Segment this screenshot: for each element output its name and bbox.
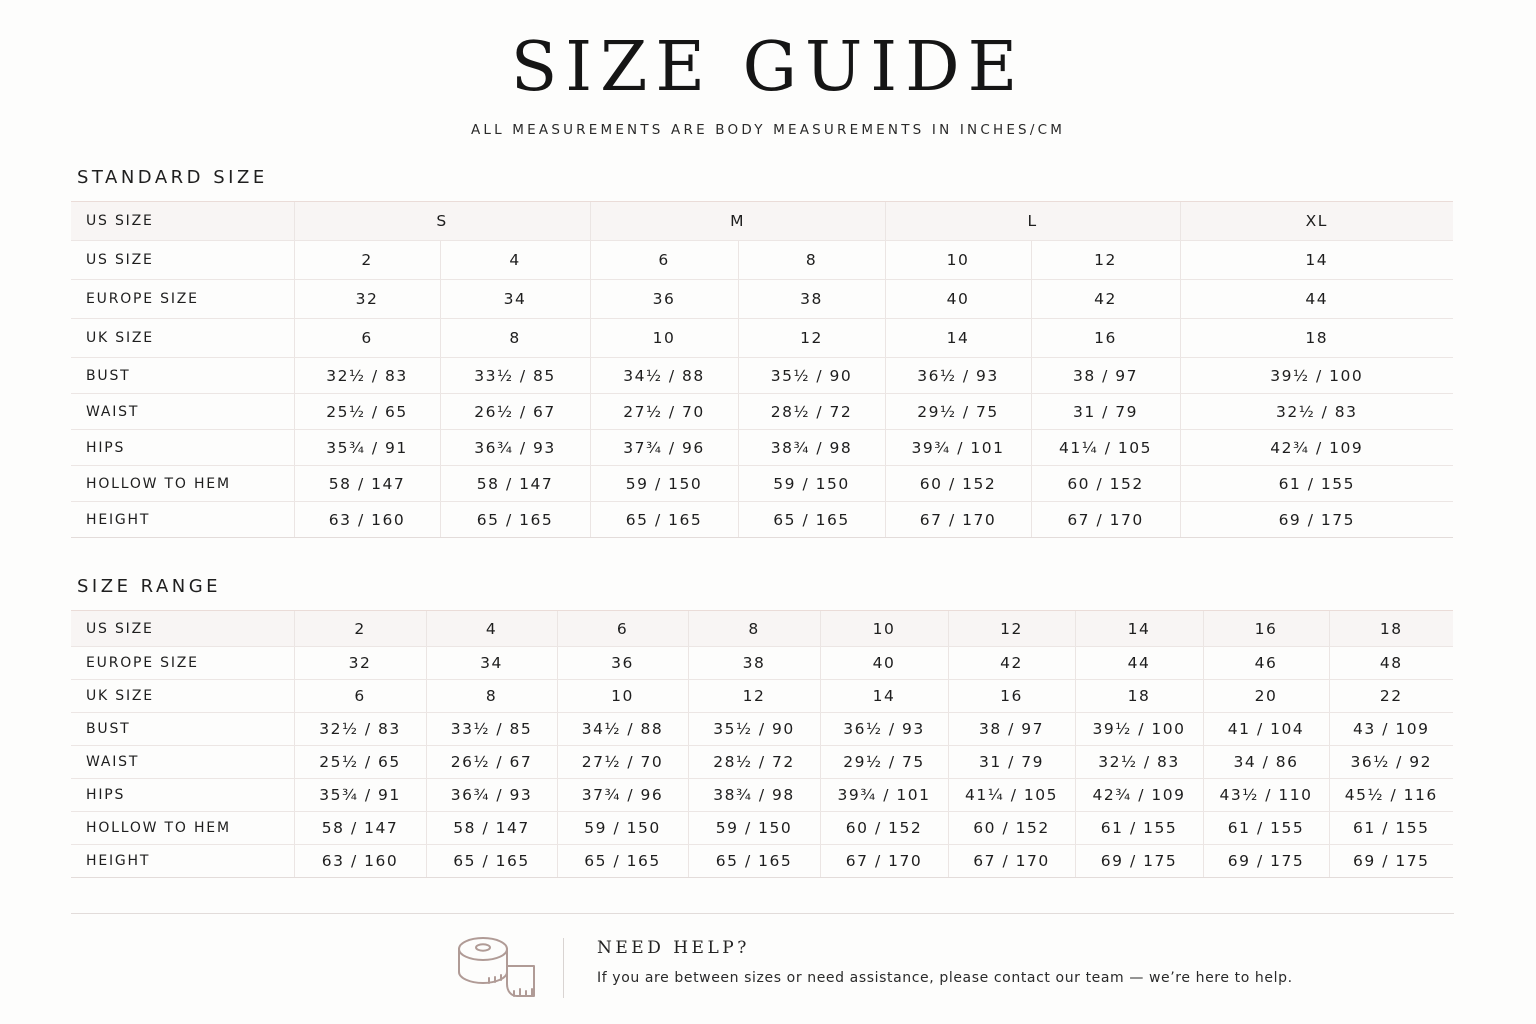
table-cell: 2: [294, 241, 440, 280]
table-cell: 59 / 150: [557, 812, 688, 845]
table-cell: 29½ / 75: [885, 394, 1031, 430]
table-cell: 16: [948, 680, 1075, 713]
table-row-waist: [71, 746, 1453, 779]
table-cell: 31 / 79: [1031, 394, 1180, 430]
table-cell: 10: [590, 319, 738, 358]
table-cell: 8: [426, 680, 557, 713]
table-cell: 12: [738, 319, 885, 358]
row-label: EUROPE SIZE: [71, 647, 294, 680]
table-cell: 34½ / 88: [590, 358, 738, 394]
table-row-hips: [71, 430, 1453, 466]
table-cell: 6: [557, 611, 688, 647]
row-label: HOLLOW TO HEM: [71, 466, 294, 502]
table-cell: 46: [1203, 647, 1329, 680]
page-title: SIZE GUIDE: [510, 28, 1026, 107]
row-label: HIPS: [71, 779, 294, 812]
help-text: If you are between sizes or need assistance, please contact our team — we’re here to help.: [597, 970, 1293, 986]
table-cell: 14: [885, 319, 1031, 358]
table-cell: 61 / 155: [1203, 812, 1329, 845]
size-group-m: M: [590, 202, 885, 241]
table-cell: 65 / 165: [590, 502, 738, 538]
row-label: HEIGHT: [71, 845, 294, 878]
table-cell: 28½ / 72: [688, 746, 820, 779]
table-cell: 38¾ / 98: [738, 430, 885, 466]
table-cell: 33½ / 85: [426, 713, 557, 746]
table-cell: 40: [885, 280, 1031, 319]
table-cell: 58 / 147: [426, 812, 557, 845]
table-cell: 35½ / 90: [738, 358, 885, 394]
table-cell: 2: [294, 611, 426, 647]
table-cell: 38 / 97: [948, 713, 1075, 746]
table-row-europe-size: [71, 280, 1453, 319]
table-cell: 60 / 152: [885, 466, 1031, 502]
table-cell: 34 / 86: [1203, 746, 1329, 779]
table-cell: 18: [1180, 319, 1453, 358]
standard-size-table: [71, 201, 1453, 538]
row-label: HOLLOW TO HEM: [71, 812, 294, 845]
footer-divider: [71, 913, 1454, 914]
table-cell: 32: [294, 647, 426, 680]
table-row-bust: [71, 713, 1453, 746]
table-cell: 36½ / 93: [820, 713, 948, 746]
table-cell: 32: [294, 280, 440, 319]
table-cell: 59 / 150: [590, 466, 738, 502]
table-cell: 42¾ / 109: [1075, 779, 1203, 812]
table-cell: 43 / 109: [1329, 713, 1453, 746]
row-label: EUROPE SIZE: [71, 280, 294, 319]
table-cell: 59 / 150: [738, 466, 885, 502]
table-row-uk-size: [71, 319, 1453, 358]
help-separator: [563, 938, 564, 998]
page-subtitle: ALL MEASUREMENTS ARE BODY MEASUREMENTS IN INCHES/CM: [470, 122, 1066, 138]
table-cell: 27½ / 70: [557, 746, 688, 779]
table-cell: 35¾ / 91: [294, 430, 440, 466]
table-cell: 32½ / 83: [1075, 746, 1203, 779]
table-row-hollow-to-hem: [71, 812, 1453, 845]
row-label: UK SIZE: [71, 319, 294, 358]
table-cell: 63 / 160: [294, 845, 426, 878]
row-label: HEIGHT: [71, 502, 294, 538]
table-cell: 10: [885, 241, 1031, 280]
table-cell: 27½ / 70: [590, 394, 738, 430]
table-cell: 34: [426, 647, 557, 680]
table-cell: 65 / 165: [557, 845, 688, 878]
table-cell: 18: [1075, 680, 1203, 713]
table-cell: 65 / 165: [440, 502, 590, 538]
table-cell: 38: [738, 280, 885, 319]
table-cell: 44: [1180, 280, 1453, 319]
table-cell: 37¾ / 96: [590, 430, 738, 466]
table-row-uk-size: [71, 680, 1453, 713]
help-title: NEED HELP?: [597, 938, 750, 958]
row-label: BUST: [71, 713, 294, 746]
table-cell: 58 / 147: [294, 812, 426, 845]
table-cell: 41 / 104: [1203, 713, 1329, 746]
table-row-europe-size: [71, 647, 1453, 680]
table-row-us-size: [71, 241, 1453, 280]
row-label: US SIZE: [71, 241, 294, 280]
table-cell: 67 / 170: [820, 845, 948, 878]
table-cell: 16: [1031, 319, 1180, 358]
table-cell: 28½ / 72: [738, 394, 885, 430]
table-cell: 38 / 97: [1031, 358, 1180, 394]
table-cell: 20: [1203, 680, 1329, 713]
table-cell: 65 / 165: [688, 845, 820, 878]
table-row-waist: [71, 394, 1453, 430]
table-cell: 6: [294, 319, 440, 358]
table-cell: 32½ / 83: [294, 358, 440, 394]
row-label: UK SIZE: [71, 680, 294, 713]
table-cell: 60 / 152: [948, 812, 1075, 845]
table-cell: 60 / 152: [1031, 466, 1180, 502]
row-label: WAIST: [71, 394, 294, 430]
table-cell: 65 / 165: [426, 845, 557, 878]
table-cell: 10: [820, 611, 948, 647]
table-cell: 8: [738, 241, 885, 280]
table-cell: 40: [820, 647, 948, 680]
table-row-hips: [71, 779, 1453, 812]
table-cell: 14: [1180, 241, 1453, 280]
table-cell: 63 / 160: [294, 502, 440, 538]
table-cell: 29½ / 75: [820, 746, 948, 779]
table-row-bust: [71, 358, 1453, 394]
table-cell: 39½ / 100: [1180, 358, 1453, 394]
table-cell: 18: [1329, 611, 1453, 647]
table-cell: 25½ / 65: [294, 394, 440, 430]
table-cell: 67 / 170: [1031, 502, 1180, 538]
table-cell: 67 / 170: [948, 845, 1075, 878]
table-cell: 37¾ / 96: [557, 779, 688, 812]
table-cell: 12: [688, 680, 820, 713]
table-cell: 32½ / 83: [1180, 394, 1453, 430]
table-cell: 38¾ / 98: [688, 779, 820, 812]
standard-size-title: STANDARD SIZE: [77, 167, 268, 188]
table-cell: 39¾ / 101: [820, 779, 948, 812]
table-cell: 14: [820, 680, 948, 713]
table-cell: 8: [440, 319, 590, 358]
table-cell: 65 / 165: [738, 502, 885, 538]
table-cell: 26½ / 67: [440, 394, 590, 430]
table-cell: 69 / 175: [1075, 845, 1203, 878]
table-cell: 22: [1329, 680, 1453, 713]
size-range-table: [71, 610, 1453, 878]
table-cell: 61 / 155: [1329, 812, 1453, 845]
table-cell: 58 / 147: [440, 466, 590, 502]
table-cell: 42¾ / 109: [1180, 430, 1453, 466]
table-cell: 36½ / 93: [885, 358, 1031, 394]
table-cell: 60 / 152: [820, 812, 948, 845]
table-cell: 34: [440, 280, 590, 319]
table-cell: 26½ / 67: [426, 746, 557, 779]
table-cell: 39¾ / 101: [885, 430, 1031, 466]
size-range-title: SIZE RANGE: [77, 576, 222, 597]
table-cell: 10: [557, 680, 688, 713]
row-label: BUST: [71, 358, 294, 394]
table-cell: 33½ / 85: [440, 358, 590, 394]
size-group-xl: XL: [1180, 202, 1453, 241]
table-row-height: [71, 845, 1453, 878]
table-cell: 4: [440, 241, 590, 280]
row-label: WAIST: [71, 746, 294, 779]
table-cell: 31 / 79: [948, 746, 1075, 779]
table-cell: 36: [590, 280, 738, 319]
table-cell: 14: [1075, 611, 1203, 647]
size-group-l: L: [885, 202, 1180, 241]
table-cell: 12: [948, 611, 1075, 647]
table-cell: 42: [948, 647, 1075, 680]
table-cell: 8: [688, 611, 820, 647]
table-cell: 32½ / 83: [294, 713, 426, 746]
row-label: HIPS: [71, 430, 294, 466]
table-cell: 69 / 175: [1180, 502, 1453, 538]
table-cell: 42: [1031, 280, 1180, 319]
size-group-s: S: [294, 202, 590, 241]
table-cell: 58 / 147: [294, 466, 440, 502]
table-cell: 61 / 155: [1180, 466, 1453, 502]
table-cell: 45½ / 116: [1329, 779, 1453, 812]
table-row-hollow-to-hem: [71, 466, 1453, 502]
row-label: US SIZE: [71, 202, 294, 241]
table-cell: 38: [688, 647, 820, 680]
table-cell: 36¾ / 93: [440, 430, 590, 466]
row-label: US SIZE: [71, 611, 294, 647]
table-cell: 69 / 175: [1329, 845, 1453, 878]
table-cell: 36½ / 92: [1329, 746, 1453, 779]
table-row-us-size: [71, 611, 1453, 647]
table-cell: 12: [1031, 241, 1180, 280]
table-cell: 59 / 150: [688, 812, 820, 845]
table-cell: 41¼ / 105: [1031, 430, 1180, 466]
table-cell: 41¼ / 105: [948, 779, 1075, 812]
table-cell: 34½ / 88: [557, 713, 688, 746]
table-cell: 35½ / 90: [688, 713, 820, 746]
table-cell: 25½ / 65: [294, 746, 426, 779]
table-cell: 48: [1329, 647, 1453, 680]
table-cell: 4: [426, 611, 557, 647]
table-cell: 69 / 175: [1203, 845, 1329, 878]
table-cell: 36¾ / 93: [426, 779, 557, 812]
table-row-height: [71, 502, 1453, 538]
measuring-tape-icon: [455, 932, 540, 1002]
table-cell: 61 / 155: [1075, 812, 1203, 845]
table-cell: 16: [1203, 611, 1329, 647]
table-cell: 35¾ / 91: [294, 779, 426, 812]
table-cell: 39½ / 100: [1075, 713, 1203, 746]
table-header-row: [71, 202, 1453, 241]
table-cell: 43½ / 110: [1203, 779, 1329, 812]
table-cell: 6: [590, 241, 738, 280]
table-cell: 44: [1075, 647, 1203, 680]
table-cell: 67 / 170: [885, 502, 1031, 538]
table-cell: 6: [294, 680, 426, 713]
table-cell: 36: [557, 647, 688, 680]
